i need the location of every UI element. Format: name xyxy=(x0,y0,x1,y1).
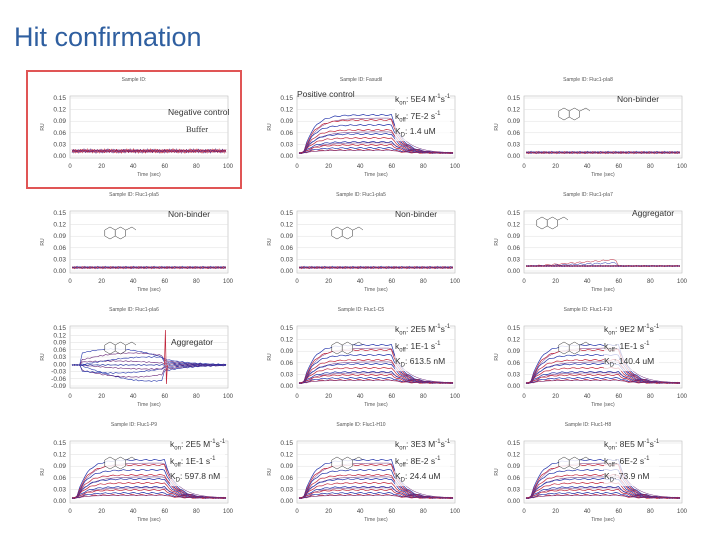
x-tick-label: 20 xyxy=(98,164,105,170)
y-tick-label: 0.09 xyxy=(507,118,520,126)
sensorgram-plot xyxy=(28,302,240,417)
x-tick-label: 80 xyxy=(193,394,200,400)
x-tick-label: 20 xyxy=(98,394,105,400)
y-axis-label: RU xyxy=(267,468,273,476)
x-axis-label: Time (sec) xyxy=(591,172,615,178)
y-tick-label: 0.09 xyxy=(507,348,520,356)
x-axis-label: Time (sec) xyxy=(137,517,161,523)
panel-sample-id: Sample ID: Fluc1-C5 xyxy=(337,307,385,313)
y-axis-label: RU xyxy=(494,468,500,476)
x-axis-label: Time (sec) xyxy=(364,517,388,523)
sensorgram-panel xyxy=(28,187,240,302)
x-tick-label: 80 xyxy=(420,509,427,515)
x-axis-label: Time (sec) xyxy=(591,402,615,408)
x-tick-label: 60 xyxy=(388,164,396,170)
y-tick-label: 0.03 xyxy=(507,256,520,264)
x-tick-label: 60 xyxy=(615,394,623,400)
x-tick-label: 40 xyxy=(356,279,364,285)
y-tick-label: 0.00 xyxy=(280,498,293,505)
y-tick-label: 0.15 xyxy=(280,325,293,332)
y-tick-label: 0.06 xyxy=(280,244,293,252)
kd-value: 140.4 uM xyxy=(618,356,655,367)
x-tick-label: 40 xyxy=(129,164,137,170)
y-tick-label: 0.06 xyxy=(53,129,66,137)
x-tick-label: 100 xyxy=(676,394,688,400)
x-tick-label: 40 xyxy=(129,279,137,285)
x-tick-label: 100 xyxy=(222,509,234,515)
kinetics-readout: $k_{on}$: 8E5 $M^{-1}s^{-1}$ $k_{off}$: 6E-2 $s^{-1}$ $K_D$: 73.9 nM xyxy=(604,437,659,486)
x-tick-label: 20 xyxy=(325,164,332,170)
x-tick-label: 80 xyxy=(647,279,654,285)
x-tick-label: 100 xyxy=(222,164,234,170)
y-tick-label: 0.00 xyxy=(507,153,520,160)
x-tick-label: 100 xyxy=(676,279,688,285)
kon-value: 8E5 xyxy=(619,438,635,449)
sensorgram-panel xyxy=(28,72,240,187)
x-tick-label: 80 xyxy=(420,279,427,285)
x-tick-label: 0 xyxy=(522,164,526,170)
x-tick-label: 80 xyxy=(420,394,427,400)
x-tick-label: 60 xyxy=(615,509,623,515)
x-tick-label: 60 xyxy=(615,164,623,170)
sensorgram-plot xyxy=(255,187,467,302)
x-tick-label: 40 xyxy=(129,394,137,400)
sensorgram-plot xyxy=(482,302,694,417)
y-tick-label: -0.09 xyxy=(51,383,66,390)
x-tick-label: 0 xyxy=(522,279,526,285)
y-tick-label: 0.15 xyxy=(53,440,66,447)
y-tick-label: 0.12 xyxy=(507,106,520,114)
kon-value: 2E5 xyxy=(410,323,426,334)
koff-value: 6E-2 xyxy=(619,455,638,466)
panel-sample-id: Sample ID: Fluc1-H10 xyxy=(336,422,386,428)
x-tick-label: 100 xyxy=(449,279,461,285)
x-tick-label: 20 xyxy=(325,279,332,285)
y-tick-label: 0.00 xyxy=(280,153,293,160)
plot-area xyxy=(297,211,455,273)
y-tick-label: 0.12 xyxy=(53,221,66,229)
sensorgram-panel xyxy=(255,302,467,417)
y-tick-label: -0.06 xyxy=(51,375,66,383)
x-tick-label: 100 xyxy=(449,164,461,170)
sensorgram-panel xyxy=(482,417,694,532)
y-axis-label: RU xyxy=(40,123,46,131)
y-tick-label: 0.12 xyxy=(507,451,520,459)
sensorgram-panel xyxy=(255,72,467,187)
y-axis-label: RU xyxy=(494,238,500,246)
y-tick-label: 0.12 xyxy=(280,221,293,229)
panel-annotation: Non-binder xyxy=(168,209,211,219)
y-axis-label: RU xyxy=(40,238,46,246)
y-tick-label: 0.00 xyxy=(53,153,66,160)
x-tick-label: 40 xyxy=(583,279,591,285)
panel-sample-id: Sample ID: Fluc1-F10 xyxy=(563,307,613,313)
sensorgram-panel xyxy=(28,302,240,417)
y-tick-label: 0.00 xyxy=(507,383,520,390)
sensorgram-panel xyxy=(28,417,240,532)
sensorgram-panel xyxy=(482,72,694,187)
x-axis-label: Time (sec) xyxy=(591,287,615,293)
x-tick-label: 0 xyxy=(68,394,72,400)
kon-value: 3E3 xyxy=(410,438,426,449)
sensorgram-panel xyxy=(255,187,467,302)
kd-value: 597.8 nM xyxy=(184,471,221,482)
panel-sample-id: Sample ID: Fluc1-H8 xyxy=(564,422,612,428)
y-tick-label: 0.09 xyxy=(280,118,293,126)
x-tick-label: 20 xyxy=(552,164,559,170)
y-tick-label: 0.00 xyxy=(53,498,66,505)
kon-value: 9E2 xyxy=(619,323,635,334)
x-tick-label: 60 xyxy=(388,509,396,515)
x-tick-label: 20 xyxy=(325,394,332,400)
y-tick-label: 0.12 xyxy=(507,336,520,344)
panel-sample-id: Sample ID: xyxy=(121,77,147,83)
kinetics-readout: $k_{on}$: 2E5 $M^{-1}s^{-1}$ $k_{off}$: 1E-1 $s^{-1}$ $K_D$: 597.8 nM xyxy=(170,437,225,486)
y-tick-label: 0.09 xyxy=(280,233,293,241)
x-axis-label: Time (sec) xyxy=(364,402,388,408)
x-tick-label: 60 xyxy=(161,394,169,400)
x-tick-label: 100 xyxy=(222,279,234,285)
x-tick-label: 60 xyxy=(161,279,169,285)
y-tick-label: 0.15 xyxy=(280,210,293,217)
x-axis-label: Time (sec) xyxy=(137,287,161,293)
x-tick-label: 80 xyxy=(647,164,654,170)
y-tick-label: 0.12 xyxy=(53,451,66,459)
x-tick-label: 80 xyxy=(420,164,427,170)
y-tick-label: 0.06 xyxy=(280,359,293,367)
x-tick-label: 0 xyxy=(295,164,299,170)
y-tick-label: 0.15 xyxy=(53,95,66,102)
y-tick-label: 0.00 xyxy=(507,268,520,275)
y-tick-label: 0.06 xyxy=(507,359,520,367)
koff-value: 8E-2 xyxy=(410,455,429,466)
x-tick-label: 100 xyxy=(222,394,234,400)
y-tick-label: -0.03 xyxy=(51,368,66,376)
x-tick-label: 60 xyxy=(615,279,623,285)
x-axis-label: Time (sec) xyxy=(364,287,388,293)
x-tick-label: 0 xyxy=(295,279,299,285)
x-tick-label: 20 xyxy=(552,279,559,285)
y-tick-label: 0.15 xyxy=(507,440,520,447)
y-axis-label: RU xyxy=(267,353,273,361)
kinetics-readout: $k_{on}$: 9E2 $M^{-1}s^{-1}$ $k_{off}$: 1E-1 $s^{-1}$ $K_D$: 140.4 uM xyxy=(604,322,659,371)
y-tick-label: 0.03 xyxy=(280,141,293,149)
y-tick-label: 0.06 xyxy=(53,474,66,482)
x-tick-label: 100 xyxy=(676,509,688,515)
y-tick-label: 0.06 xyxy=(53,244,66,252)
y-tick-label: 0.00 xyxy=(53,268,66,275)
x-tick-label: 60 xyxy=(388,279,396,285)
kon-value: 5E4 xyxy=(410,93,426,104)
x-tick-label: 80 xyxy=(647,394,654,400)
x-tick-label: 60 xyxy=(388,394,396,400)
y-tick-label: 0.03 xyxy=(280,256,293,264)
koff-value: 1E-1 xyxy=(410,340,429,351)
x-tick-label: 0 xyxy=(68,279,72,285)
panel-sample-id: Sample ID: Fluc1-pIa5 xyxy=(109,192,159,198)
y-axis-label: RU xyxy=(494,123,500,131)
y-tick-label: 0.03 xyxy=(280,371,293,379)
kinetics-readout: $k_{on}$: 3E3 $M^{-1}s^{-1}$ $k_{off}$: 8E-2 $s^{-1}$ $K_D$: 24.4 uM xyxy=(395,437,450,486)
panel-annotation: Non-binder xyxy=(395,209,438,219)
sensorgram-plot xyxy=(28,72,240,187)
koff-value: 7E-2 xyxy=(410,110,429,121)
y-tick-label: 0.00 xyxy=(280,268,293,275)
panel-annotation-sub: Buffer xyxy=(186,124,209,134)
x-tick-label: 100 xyxy=(449,509,461,515)
y-tick-label: 0.15 xyxy=(280,95,293,102)
y-tick-label: 0.03 xyxy=(53,256,66,264)
x-tick-label: 80 xyxy=(193,279,200,285)
sensorgram-plot xyxy=(482,187,694,302)
y-tick-label: 0.03 xyxy=(53,486,66,494)
y-tick-label: 0.06 xyxy=(507,244,520,252)
y-axis-label: RU xyxy=(494,353,500,361)
y-tick-label: 0.03 xyxy=(507,486,520,494)
y-tick-label: 0.15 xyxy=(507,325,520,332)
y-tick-label: 0.12 xyxy=(280,106,293,114)
panel-annotation: Aggregator xyxy=(632,208,675,218)
y-tick-label: 0.12 xyxy=(280,336,293,344)
x-tick-label: 40 xyxy=(583,509,591,515)
x-tick-label: 40 xyxy=(129,509,137,515)
y-tick-label: 0.00 xyxy=(280,383,293,390)
y-tick-label: 0.03 xyxy=(507,371,520,379)
kd-value: 24.4 uM xyxy=(409,471,441,482)
panel-annotation: Aggregator xyxy=(171,337,214,347)
y-tick-label: 0.06 xyxy=(53,346,66,354)
x-tick-label: 40 xyxy=(356,509,364,515)
y-tick-label: 0.00 xyxy=(53,361,66,369)
y-tick-label: 0.03 xyxy=(507,141,520,149)
y-tick-label: 0.00 xyxy=(507,498,520,505)
x-tick-label: 20 xyxy=(98,279,105,285)
y-tick-label: 0.06 xyxy=(507,474,520,482)
page-title: Hit confirmation xyxy=(14,22,202,52)
kd-value: 613.5 nM xyxy=(409,356,446,367)
y-tick-label: 0.12 xyxy=(507,221,520,229)
x-tick-label: 0 xyxy=(522,509,526,515)
y-axis-label: RU xyxy=(40,468,46,476)
panel-annotation: Positive control xyxy=(297,89,355,99)
y-tick-label: 0.15 xyxy=(53,210,66,217)
y-tick-label: 0.12 xyxy=(53,106,66,114)
kinetics-readout: $k_{on}$: 2E5 $M^{-1}s^{-1}$ $k_{off}$: 1E-1 $s^{-1}$ $K_D$: 613.5 nM xyxy=(395,322,450,371)
x-tick-label: 40 xyxy=(356,164,364,170)
x-tick-label: 20 xyxy=(98,509,105,515)
panel-sample-id: Sample ID: Fluc1-pIa6 xyxy=(109,307,159,313)
sensorgram-plot xyxy=(482,72,694,187)
y-tick-label: 0.09 xyxy=(53,339,66,347)
panel-sample-id: Sample ID: Fluc1-pIa8 xyxy=(563,77,613,83)
x-axis-label: Time (sec) xyxy=(137,402,161,408)
y-axis-label: RU xyxy=(267,238,273,246)
x-tick-label: 0 xyxy=(295,509,299,515)
sensorgram-panel xyxy=(482,302,694,417)
x-tick-label: 0 xyxy=(68,164,72,170)
x-tick-label: 0 xyxy=(522,394,526,400)
x-tick-label: 60 xyxy=(161,164,169,170)
panel-sample-id: Sample ID: Fluc1-pIa7 xyxy=(563,192,613,198)
kon-value: 2E5 xyxy=(185,438,201,449)
y-tick-label: 0.06 xyxy=(507,129,520,137)
y-tick-label: 0.03 xyxy=(53,141,66,149)
plot-area xyxy=(70,211,228,273)
koff-value: 1E-1 xyxy=(619,340,638,351)
x-tick-label: 40 xyxy=(583,394,591,400)
panel-annotation: Negative control xyxy=(168,107,230,117)
y-tick-label: 0.15 xyxy=(280,440,293,447)
x-tick-label: 60 xyxy=(161,509,169,515)
sensorgram-panel xyxy=(255,417,467,532)
y-axis-label: RU xyxy=(40,353,46,361)
y-tick-label: 0.09 xyxy=(507,463,520,471)
y-tick-label: 0.15 xyxy=(53,325,66,332)
y-tick-label: 0.09 xyxy=(280,348,293,356)
y-tick-label: 0.15 xyxy=(507,95,520,102)
y-tick-label: 0.09 xyxy=(280,463,293,471)
x-tick-label: 100 xyxy=(676,164,688,170)
koff-value: 1E-1 xyxy=(185,455,204,466)
panel-annotation: Non-binder xyxy=(617,94,660,104)
y-tick-label: 0.09 xyxy=(53,233,66,241)
x-axis-label: Time (sec) xyxy=(137,172,161,178)
panel-sample-id: Sample ID: Fluc1-P9 xyxy=(110,422,158,428)
x-tick-label: 20 xyxy=(552,394,559,400)
x-tick-label: 40 xyxy=(356,394,364,400)
y-tick-label: 0.09 xyxy=(53,118,66,126)
x-tick-label: 0 xyxy=(295,394,299,400)
x-tick-label: 80 xyxy=(647,509,654,515)
x-tick-label: 100 xyxy=(449,394,461,400)
x-tick-label: 0 xyxy=(68,509,72,515)
y-tick-label: 0.12 xyxy=(53,332,66,340)
sensorgram-plot xyxy=(482,417,694,532)
y-tick-label: 0.12 xyxy=(280,451,293,459)
y-tick-label: 0.09 xyxy=(53,463,66,471)
panel-sample-id: Sample ID: Fasudil xyxy=(339,77,383,83)
x-tick-label: 40 xyxy=(583,164,591,170)
x-axis-label: Time (sec) xyxy=(364,172,388,178)
y-tick-label: 0.03 xyxy=(53,354,66,361)
y-tick-label: 0.03 xyxy=(280,486,293,494)
y-tick-label: 0.15 xyxy=(507,210,520,217)
x-tick-label: 80 xyxy=(193,164,200,170)
kd-value: 73.9 nM xyxy=(618,471,650,482)
plot-area xyxy=(524,96,682,158)
y-tick-label: 0.06 xyxy=(280,474,293,482)
x-axis-label: Time (sec) xyxy=(591,517,615,523)
y-tick-label: 0.06 xyxy=(280,129,293,137)
kinetics-readout: $k_{on}$: 5E4 $M^{-1}s^{-1}$ $k_{off}$: 7E-2 $s^{-1}$ $K_D$: 1.4 uM xyxy=(395,92,450,141)
sensorgram-panel xyxy=(482,187,694,302)
sensorgram-plot xyxy=(28,187,240,302)
x-tick-label: 80 xyxy=(193,509,200,515)
panel-sample-id: Sample ID: Fluc1-pIa5 xyxy=(336,192,386,198)
y-tick-label: 0.09 xyxy=(507,233,520,241)
kd-value: 1.4 uM xyxy=(409,126,436,137)
x-tick-label: 20 xyxy=(552,509,559,515)
y-axis-label: RU xyxy=(267,123,273,131)
x-tick-label: 20 xyxy=(325,509,332,515)
